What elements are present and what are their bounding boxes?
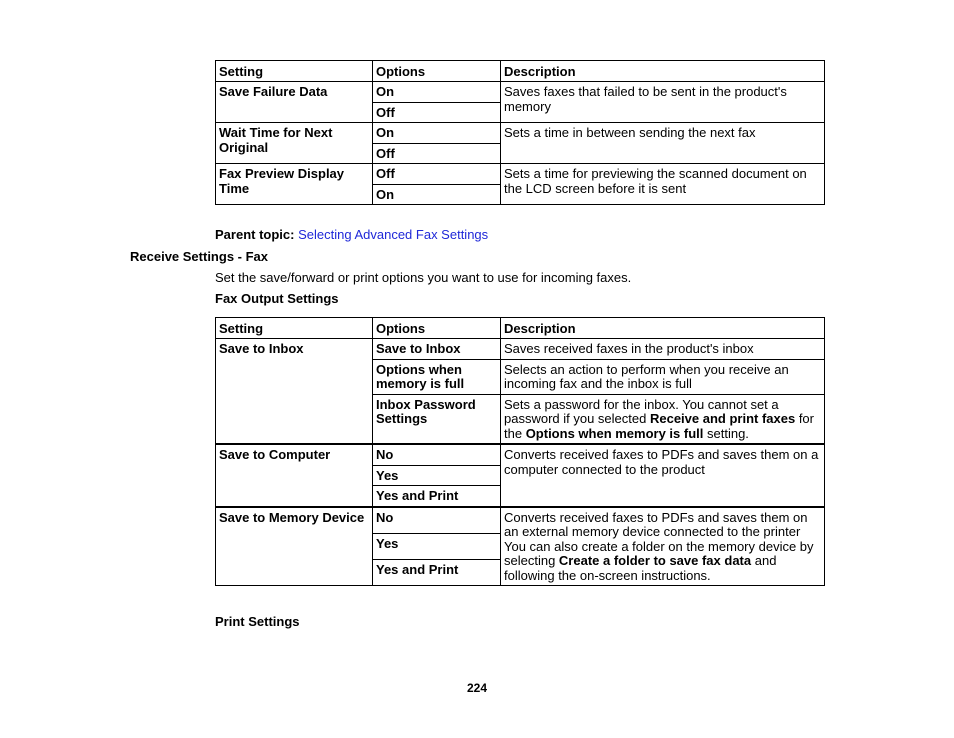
description-cell: Saves faxes that failed to be sent in the product's memory	[501, 82, 825, 123]
header-description: Description	[501, 61, 825, 82]
setting-cell: Save Failure Data	[216, 82, 373, 123]
description-text: for the	[504, 411, 814, 441]
description-text: setting.	[703, 425, 749, 441]
option-cell: Save to Inbox	[373, 339, 501, 360]
option-cell: On	[373, 184, 501, 205]
option-cell: Off	[373, 143, 501, 164]
page-number: 224	[466, 681, 488, 695]
setting-cell: Save to Computer	[216, 444, 373, 507]
option-cell: Inbox Password Settings	[373, 394, 501, 444]
option-cell: Yes and Print	[373, 559, 501, 585]
header-description: Description	[501, 318, 825, 339]
option-cell: Options when memory is full	[373, 359, 501, 394]
subsection-title: Fax Output Settings	[215, 291, 339, 306]
setting-cell: Save to Memory Device	[216, 507, 373, 586]
description-cell: Sets a time in between sending the next fax	[501, 123, 825, 164]
description-cell	[501, 507, 825, 586]
description-bold-text: Receive and print faxes	[649, 411, 796, 426]
description-cell: Converts received faxes to PDFs and saves them on a computer connected to the product	[501, 444, 825, 507]
description-bold-text: Create a folder to save fax data	[558, 553, 752, 568]
description-text: Sets a password for the inbox. You cannot set a password if you selected	[504, 396, 779, 426]
table-row	[216, 82, 825, 103]
option-cell: Yes and Print	[373, 486, 501, 507]
description-paragraph	[504, 540, 821, 584]
description-cell	[501, 394, 825, 444]
header-setting: Setting	[216, 61, 373, 82]
description-bold-text: Options when memory is full	[525, 425, 704, 441]
option-cell: No	[373, 444, 501, 465]
option-cell: Off	[373, 164, 501, 185]
table-row	[216, 339, 825, 360]
description-text: Converts received faxes to PDFs and saves them on an external memory device connected to the printer	[504, 509, 808, 539]
section-intro: Set the save/forward or print options you want to use for incoming faxes.	[215, 270, 632, 285]
header-options: Options	[373, 61, 501, 82]
description-cell: Selects an action to perform when you receive an incoming fax and the inbox is full	[501, 359, 825, 394]
option-cell: Off	[373, 102, 501, 123]
parent-topic-label: Parent topic:	[215, 227, 295, 242]
table-row	[216, 123, 825, 144]
description-text: and following the on-screen instructions.	[504, 553, 777, 583]
header-options: Options	[373, 318, 501, 339]
table-header-row	[216, 61, 825, 82]
fax-output-settings-table	[215, 317, 825, 586]
table-row	[216, 507, 825, 534]
table-row	[216, 444, 825, 465]
option-cell: On	[373, 123, 501, 144]
section-title: Receive Settings - Fax	[130, 249, 268, 264]
table-header-row	[216, 318, 825, 339]
setting-cell: Wait Time for Next Original	[216, 123, 373, 164]
description-cell: Saves received faxes in the product's inbox	[501, 339, 825, 360]
table-row	[216, 164, 825, 185]
option-cell: Yes	[373, 465, 501, 486]
parent-topic	[215, 227, 488, 242]
header-setting: Setting	[216, 318, 373, 339]
send-settings-table	[215, 60, 825, 205]
description-cell: Sets a time for previewing the scanned document on the LCD screen before it is sent	[501, 164, 825, 205]
option-cell: Yes	[373, 533, 501, 559]
parent-topic-link[interactable]: Selecting Advanced Fax Settings	[298, 227, 489, 242]
setting-cell: Fax Preview Display Time	[216, 164, 373, 205]
setting-cell: Save to Inbox	[216, 339, 373, 445]
description-text: You can also create a folder on the memory device by selecting	[504, 538, 814, 568]
subsection-title: Print Settings	[215, 614, 300, 629]
option-cell: On	[373, 82, 501, 103]
option-cell: No	[373, 507, 501, 534]
